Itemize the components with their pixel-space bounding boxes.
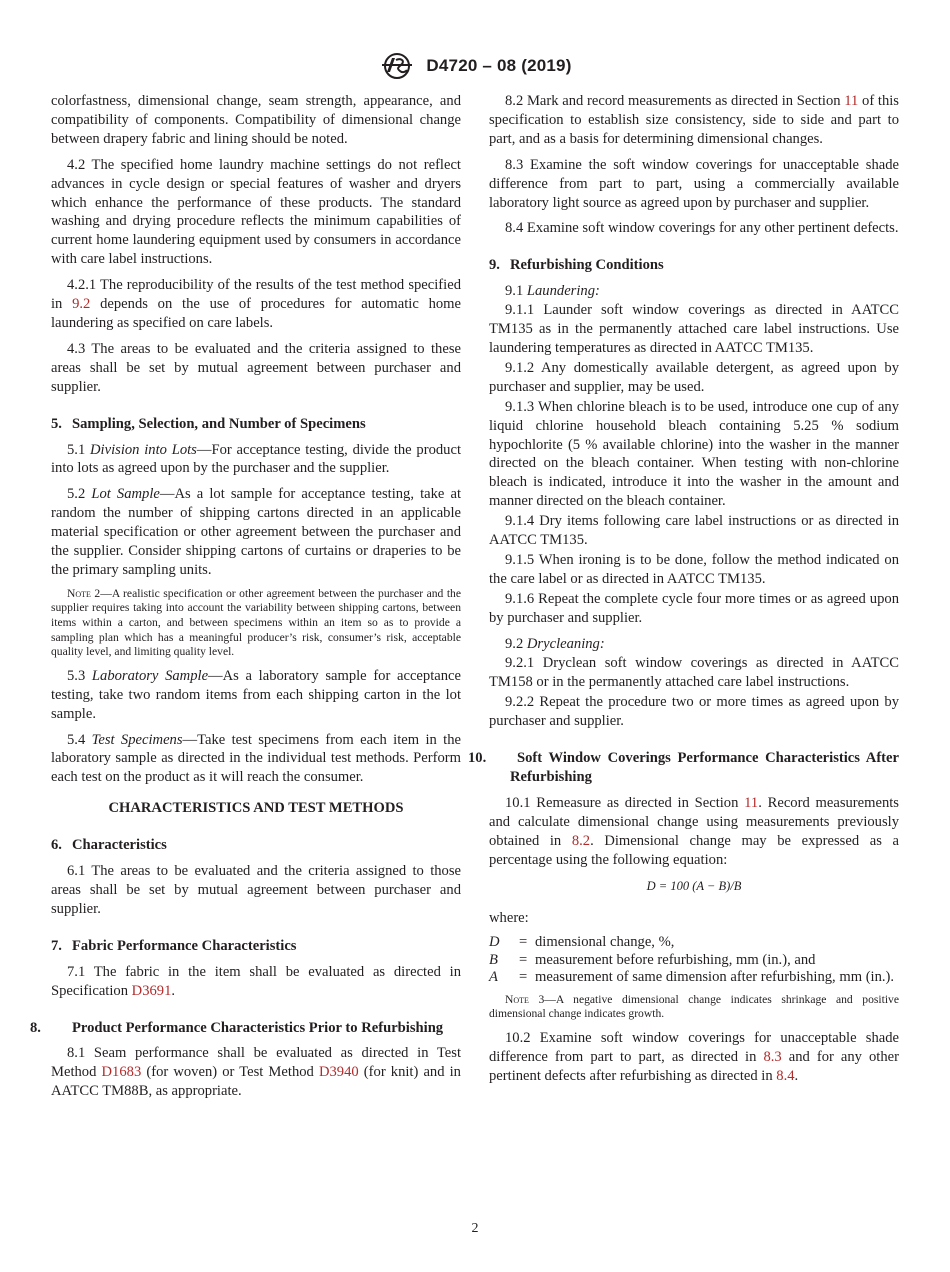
definition-row: A = measurement of same dimension after refurbishing, mm (in.). xyxy=(489,969,895,986)
section-8-heading: 8. Product Performance Characteristics Prior to Refurbishing xyxy=(30,1019,444,1036)
paragraph-9-2-1: 9.2.1 Dryclean soft window coverings as directed in AATCC TM158 or in the permanently attached care label instructions. xyxy=(489,655,899,691)
link-d3940[interactable]: D3940 xyxy=(318,1064,359,1081)
paragraph-9-1-4: 9.1.4 Dry items following care label instructions or as directed in AATCC TM135. xyxy=(489,513,899,549)
astm-logo-icon xyxy=(378,52,416,80)
section-10-heading: 10. Soft Window Coverings Performance Characteristics After Refurbishing xyxy=(468,750,899,785)
paragraph-9-1-5: 9.1.5 When ironing is to be done, follow the method indicated on the care label or as directed in AATCC TM135. xyxy=(489,551,899,587)
link-section-8-2[interactable]: 8.2 xyxy=(571,832,591,849)
paragraph-9-2-2: 9.2.2 Repeat the procedure two or more times as agreed upon by purchaser and supplier. xyxy=(489,694,899,730)
page-header xyxy=(0,52,950,80)
definition-row: B = measurement before refurbishing, mm (in.), and xyxy=(489,951,816,968)
paragraph-5-1: 5.1 Division into Lots—For acceptance testing, divide the product into lots as agreed upon by the purchaser and the supplier. xyxy=(51,441,461,477)
paragraph-9-2: 9.2 Drycleaning: xyxy=(505,635,605,652)
paragraph-8-1: 8.1 Seam performance shall be evaluated as directed in Test Method D1683 (for woven) or Test Method D3940 (for knit) and in AATCC TM88B, as appropriate. xyxy=(51,1045,461,1100)
paragraph-5-4: 5.4 Test Specimens—Take test specimens from each item in the laboratory sample as directed in the individual test methods. Perform each test on the product as it will reach the consumer. xyxy=(51,731,461,786)
section-6-heading: 6. Characteristics xyxy=(51,837,167,854)
link-section-11[interactable]: 11 xyxy=(844,93,859,109)
paragraph-5-2: 5.2 Lot Sample—As a lot sample for acceptance testing, take at random the number of shipping cartons directed in an applicable material specification or other agreement between the purchaser and the supplier. Consider shipping cartons of curtains or draperies to be the primary sampling units. xyxy=(51,486,462,578)
paragraph-6-1: 6.1 The areas to be evaluated and the criteria assigned to those areas shall be set by mutual agreement between purchaser and supplier. xyxy=(51,863,461,917)
paragraph-4-2: 4.2 The specified home laundry machine settings do not reflect advances in cycle design or special features of washer and dryers which enhance the performance of these products. The standard washing and drying procedure reflects the minimum capabilities of current home laundering equipment used by consumers in accordance with care label instructions. xyxy=(51,156,461,268)
paragraph-9-1-3: 9.1.3 When chlorine bleach is to be used, introduce one cup of any liquid chlorine household bleach containing 5.25 % sodium hypochlorite (5 % available chlorine) into the washer in the manner directed on the bleach container. When testing with non-chlorine bleach is indicated, introduce it into the washer in the amount and manner directed on the bleach container. xyxy=(489,398,899,510)
paragraph-5-3: 5.3 Laboratory Sample—As a laboratory sample for acceptance testing, take two random items from each shipping carton in the lot sample. xyxy=(51,667,461,722)
paragraph-4-3: 4.3 The areas to be evaluated and the criteria assigned to these areas shall be set by mutual agreement between purchaser and supplier. xyxy=(51,340,461,395)
paragraph-9-1-2: 9.1.2 Any domestically available detergent, as agreed upon by purchaser and supplier, may be used. xyxy=(489,359,899,395)
document-id: D4720 – 08 (2019) xyxy=(426,56,572,75)
paragraph-7-1: 7.1 The fabric in the item shall be evaluated as directed in Specification D3691. xyxy=(51,963,461,999)
paragraph-8-4: 8.4 Examine soft window coverings for any other pertinent defects. xyxy=(505,220,899,237)
paragraph-9-1-6: 9.1.6 Repeat the complete cycle four more times or as agreed upon by purchaser and supplier. xyxy=(489,590,899,626)
link-d3691[interactable]: D3691 xyxy=(131,982,172,999)
paragraph-10-2: 10.2 Examine soft window coverings for unacceptable shade difference from part to part, as directed in 8.3 and for any other pertinent defects after refurbishing as directed in 8.4. xyxy=(489,1030,899,1084)
paragraph-9-1-1: 9.1.1 Launder soft window coverings as directed in AATCC TM135 as in the permanently attached care label instructions. Use laundering temperatures as directed in AATCC TM135. xyxy=(489,302,899,356)
section-9-heading: 9. Refurbishing Conditions xyxy=(489,257,664,274)
paragraph-continued: colorfastness, dimensional change, seam strength, appearance, and compatibility of components. Compatibility of dimensional change between drapery fabric and lining should be noted. xyxy=(51,93,461,147)
link-d1683[interactable]: D1683 xyxy=(101,1064,142,1081)
right-column xyxy=(468,92,899,1093)
paragraph-4-2-1: 4.2.1 The reproducibility of the results of the test method specified in 9.2 depends on the use of procedures for automatic home laundering as specified on care labels. xyxy=(51,277,461,331)
characteristics-test-methods-heading: CHARACTERISTICS AND TEST METHODS xyxy=(108,800,404,817)
dimensional-change-equation: D = 100 (A − B)/B xyxy=(646,878,742,893)
paragraph-8-3: 8.3 Examine the soft window coverings for unacceptable shade difference from part to part, using a commercially available laboratory light source as agreed upon by purchaser and supplier. xyxy=(489,156,899,211)
note-2: Note 2—A realistic specification or other agreement between the purchaser and the supplier requires taking into account the variability between shipping cartons, between items within a carton, and between specimens within an item so as to provide a sampling plan which has a meaningful producer’s risk, consumer’s risk, acceptable quality level, and limiting quality level. xyxy=(51,586,462,659)
paragraph-10-1: 10.1 Remeasure as directed in Section 11. Record measurements and calculate dimensional change using measurements previously obtained in 8.2. Dimensional change may be expressed as a percentage using the following equation: xyxy=(489,794,899,868)
paragraph-8-2: 8.2 Mark and record measurements as directed in Section 11 of this specification to establish size consistency, side to side and part to part, and as a basis for determining dimensional changes. xyxy=(489,93,899,147)
left-column xyxy=(30,92,462,1108)
section-5-heading: 5. Sampling, Selection, and Number of Specimens xyxy=(51,415,366,432)
link-section-8-3[interactable]: 8.3 xyxy=(763,1048,782,1065)
definitions-list xyxy=(489,934,899,987)
link-section-8-4[interactable]: 8.4 xyxy=(776,1067,795,1084)
page-number: 2 xyxy=(471,1221,479,1236)
note-3: Note 3—A negative dimensional change indicates shrinkage and positive dimensional change indicates growth. xyxy=(489,992,899,1021)
section-7-heading: 7. Fabric Performance Characteristics xyxy=(51,937,297,954)
link-section-11b[interactable]: 11 xyxy=(744,794,759,811)
definition-row: D = dimensional change, %, xyxy=(489,934,675,951)
paragraph-9-1: 9.1 Laundering: xyxy=(505,283,600,300)
where-label: where: xyxy=(489,910,529,927)
link-section-9-2[interactable]: 9.2 xyxy=(72,296,91,313)
